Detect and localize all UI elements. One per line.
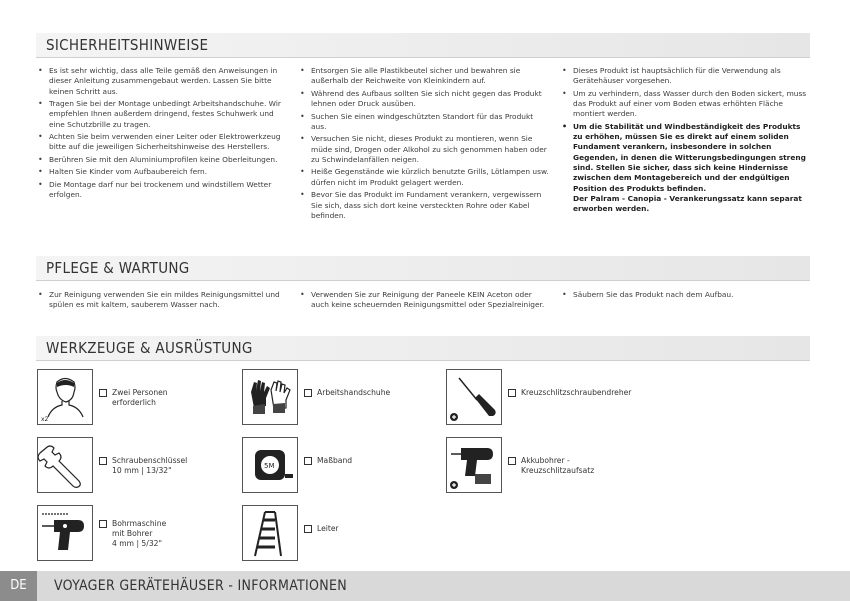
gloves-label: Arbeitshandschuhe xyxy=(304,388,390,398)
list-item: • Suchen Sie einen windgeschützten Standort für das Produkt aus. xyxy=(298,112,550,133)
tool-wrench xyxy=(37,437,187,493)
list-item: • Tragen Sie bei der Montage unbedingt Arbeitshandschuhe. Wir empfehlen Ihnen außerdem dringend, festes Schuhwerk und eine Schutzbrille zu tragen. xyxy=(36,99,288,130)
tools-title: WERKZEUGE & AUSRÜSTUNG xyxy=(46,339,253,357)
list-item: • Halten Sie Kinder vom Aufbaubereich fern. xyxy=(36,167,288,177)
wrench-checkbox[interactable] xyxy=(99,457,107,465)
wrench-icon xyxy=(37,437,93,493)
wrench-label: Schraubenschlüssel 10 mm | 13/32" xyxy=(99,456,187,476)
list-item: • Bevor Sie das Produkt im Fundament verankern, vergewissern Sie sich, dass sich dort keine versteckten Rohre oder Kabel befinden. xyxy=(298,190,550,221)
tape-measure-icon xyxy=(242,437,298,493)
safety-column-1 xyxy=(36,66,288,203)
ladder-checkbox[interactable] xyxy=(304,525,312,533)
screwdriver-label: Kreuzschlitzschraubendreher xyxy=(508,388,631,398)
tool-screwdriver xyxy=(446,369,631,425)
tool-drill xyxy=(446,437,594,493)
tool-gloves xyxy=(242,369,390,425)
tool-hammer-drill xyxy=(37,505,166,561)
persons-badge: x2 xyxy=(41,416,49,423)
drill-checkbox[interactable] xyxy=(508,457,516,465)
safety-column-3 xyxy=(560,66,810,217)
anchoring-text: Um die Stabilität und Windbeständigkeit des Produkts zu erhöhen, müssen Sie es direkt auf einem soliden Fundament verankern, insbesondere in solchen Gegenden, in denen die Witterungsbedingungen streng sind. Stellen Sie sicher, dass sich keine Hindernisse zwischen dem Montagebereich und der endgültigen Position des Produkts befinden. xyxy=(573,121,806,193)
hammer-drill-label: Bohrmaschine mit Bohrer 4 mm | 5/32" xyxy=(99,519,166,550)
tool-ladder xyxy=(242,505,339,561)
persons-label: Zwei Personen erforderlich xyxy=(99,388,168,408)
care-column-2 xyxy=(298,290,550,313)
footer-title: VOYAGER GERÄTEHÄUSER - INFORMATIONEN xyxy=(54,578,347,594)
anchoring-notice xyxy=(560,122,810,215)
list-item: • Versuchen Sie nicht, dieses Produkt zu montieren, wenn Sie müde sind, Drogen oder Alkohol zu sich genommen haben oder zu Schwindelanfällen neigen. xyxy=(298,134,550,165)
tool-tape xyxy=(242,437,352,493)
list-item: • Zur Reinigung verwenden Sie ein mildes Reinigungsmittel und spülen es mit kaltem, sauberem Wasser nach. xyxy=(36,290,288,311)
safety-section-header xyxy=(36,33,810,58)
tape-badge: 5M xyxy=(264,462,275,470)
list-item: • Dieses Produkt ist hauptsächlich für die Verwendung als Gerätehäuser vorgesehen. xyxy=(560,66,810,87)
gloves-checkbox[interactable] xyxy=(304,389,312,397)
tools-section-header xyxy=(36,336,810,361)
care-title: PFLEGE & WARTUNG xyxy=(46,259,190,277)
care-section-header xyxy=(36,256,810,281)
ladder-label: Leiter xyxy=(304,524,339,534)
list-item: • Heiße Gegenstände wie kürzlich benutzte Grills, Lötlampen usw. dürfen nicht im Produkt gelagert werden. xyxy=(298,167,550,188)
list-item: • Während des Aufbaus sollten Sie sich nicht gegen das Produkt lehnen oder Druck ausüben. xyxy=(298,89,550,110)
screwdriver-checkbox[interactable] xyxy=(508,389,516,397)
page-footer xyxy=(0,571,850,601)
person-icon xyxy=(37,369,93,425)
list-item: • Berühren Sie mit den Aluminiumprofilen keine Oberleitungen. xyxy=(36,155,288,165)
tape-checkbox[interactable] xyxy=(304,457,312,465)
safety-column-2 xyxy=(298,66,550,223)
anchoring-kit-note: Der Palram - Canopia - Verankerungssatz kann separat erworben werden. xyxy=(573,193,802,214)
list-item: • Es ist sehr wichtig, dass alle Teile gemäß den Anweisungen in dieser Anleitung zusammengebaut werden. Lassen Sie bitte keinen Schritt aus. xyxy=(36,66,288,97)
list-item: • Um zu verhindern, dass Wasser durch den Boden sickert, muss das Produkt auf einer vom Boden etwas erhöhten Fläche montiert werden. xyxy=(560,89,810,120)
hammer-drill-icon xyxy=(37,505,93,561)
list-item: • Säubern Sie das Produkt nach dem Aufbau. xyxy=(560,290,812,300)
tape-label: Maßband xyxy=(304,456,352,466)
hammer-drill-checkbox[interactable] xyxy=(99,520,107,528)
persons-checkbox[interactable] xyxy=(99,389,107,397)
list-item: • Verwenden Sie zur Reinigung der Paneele KEIN Aceton oder auch keine scheuernden Reinigungsmittel oder Spezialreiniger. xyxy=(298,290,550,311)
list-item: • Die Montage darf nur bei trockenem und windstillem Wetter erfolgen. xyxy=(36,180,288,201)
cordless-drill-icon xyxy=(446,437,502,493)
gloves-icon xyxy=(242,369,298,425)
ladder-icon xyxy=(242,505,298,561)
tool-persons xyxy=(37,369,168,425)
drill-label: Akkubohrer - Kreuzschlitzaufsatz xyxy=(508,456,594,476)
care-column-3 xyxy=(560,290,812,302)
list-item: • Entsorgen Sie alle Plastikbeutel sicher und bewahren sie außerhalb der Reichweite von Kleinkindern auf. xyxy=(298,66,550,87)
care-column-1 xyxy=(36,290,288,313)
language-badge: DE xyxy=(0,571,37,601)
safety-title: SICHERHEITSHINWEISE xyxy=(46,36,209,54)
list-item: • Achten Sie beim verwenden einer Leiter oder Elektrowerkzeug bitte auf die jeweiligen Sicherheitshinweise des Herstellers. xyxy=(36,132,288,153)
screwdriver-icon xyxy=(446,369,502,425)
